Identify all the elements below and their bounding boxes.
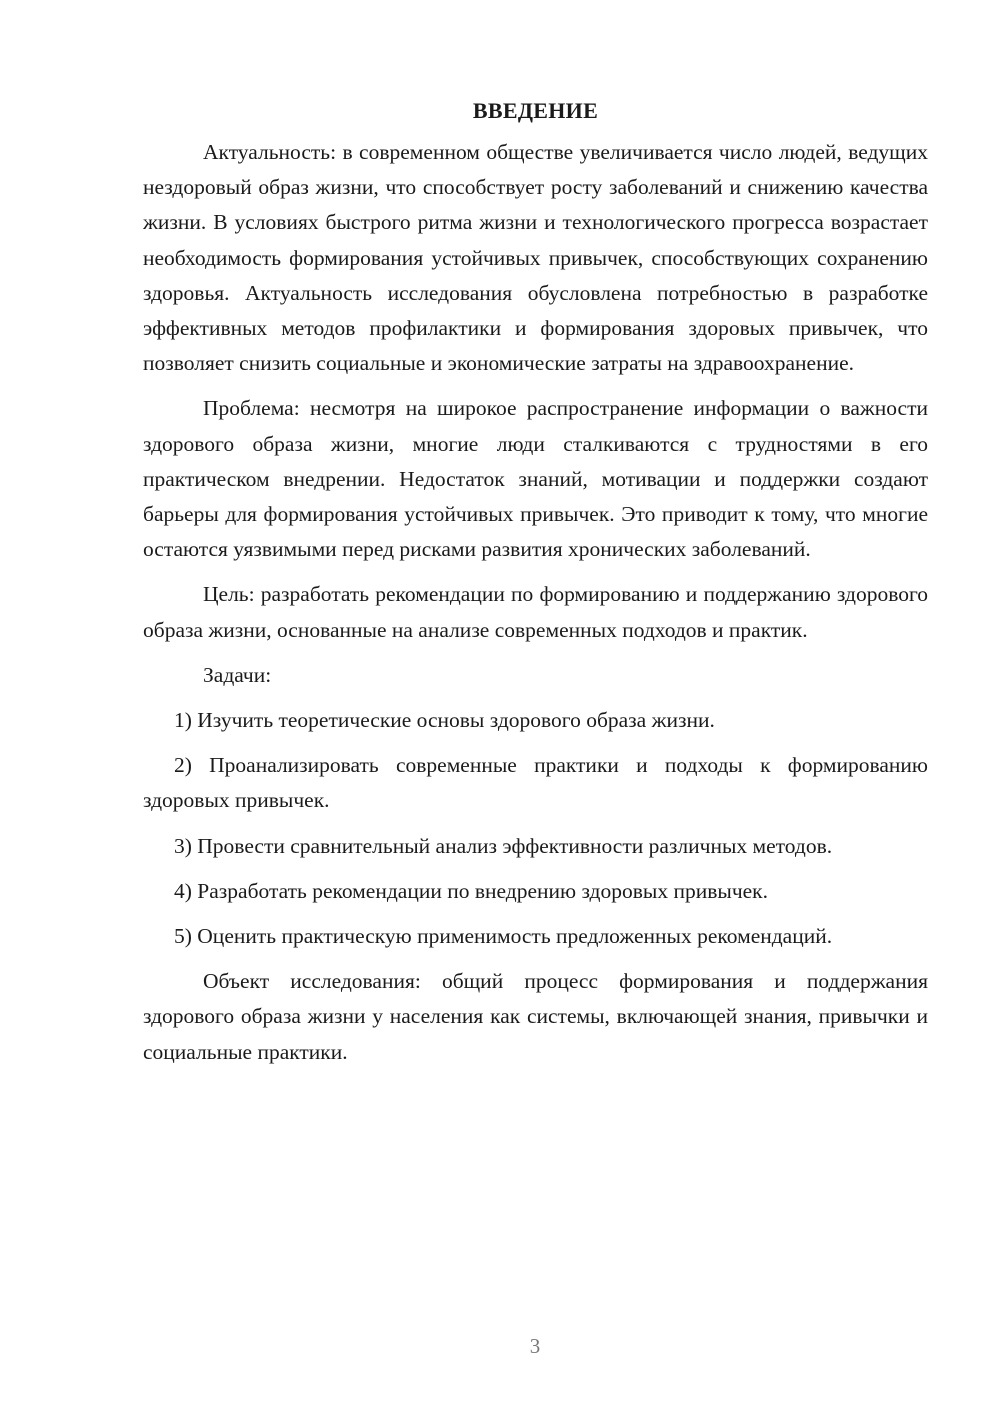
paragraph-problem: Проблема: несмотря на широкое распространение информации о важности здорового образа жизни, многие люди сталкиваются с трудностями в его практическом внедрении. Недостаток знаний, мотивации и поддержки создают барьеры для формирования устойчивых привычек. Это приводит к тому, что многие остаются уязвимыми перед рисками развития хронических заболеваний. xyxy=(143,396,928,562)
paragraph-relevance: Актуальность: в современном обществе увеличивается число людей, ведущих нездоровый образ жизни, что способствует росту заболеваний и снижению качества жизни. В условиях быстрого ритма жизни и технологического прогресса возрастает необходимость формирования устойчивых привычек, способствующих сохранению здоровья. Актуальность исследования обусловлена потребностью в разработке эффективных методов профилактики и формирования здоровых привычек, что позволяет снизить социальные и экономические затраты на здравоохранение. xyxy=(143,140,928,376)
document-page xyxy=(143,96,928,1080)
task-item-3: 3) Провести сравнительный анализ эффективности различных методов. xyxy=(174,833,833,858)
task-item-1: 1) Изучить теоретические основы здорового образа жизни. xyxy=(174,708,715,733)
paragraph-goal: Цель: разработать рекомендации по формированию и поддержанию здорового образа жизни, основанные на анализе современных подходов и практик. xyxy=(143,582,928,642)
page-number: 3 xyxy=(529,1334,541,1358)
task-item-5: 5) Оценить практическую применимость предложенных рекомендаций. xyxy=(174,924,833,949)
section-title: ВВЕДЕНИЕ xyxy=(472,98,599,123)
paragraph-object: Объект исследования: общий процесс формирования и поддержания здорового образа жизни у населения как системы, включающей знания, привычки и социальные практики. xyxy=(143,969,928,1064)
tasks-heading: Задачи: xyxy=(203,662,272,687)
task-item-2: 2) Проанализировать современные практики и подходы к формированию здоровых привычек. xyxy=(143,753,928,813)
task-item-4: 4) Разработать рекомендации по внедрению здоровых привычек. xyxy=(174,878,768,903)
